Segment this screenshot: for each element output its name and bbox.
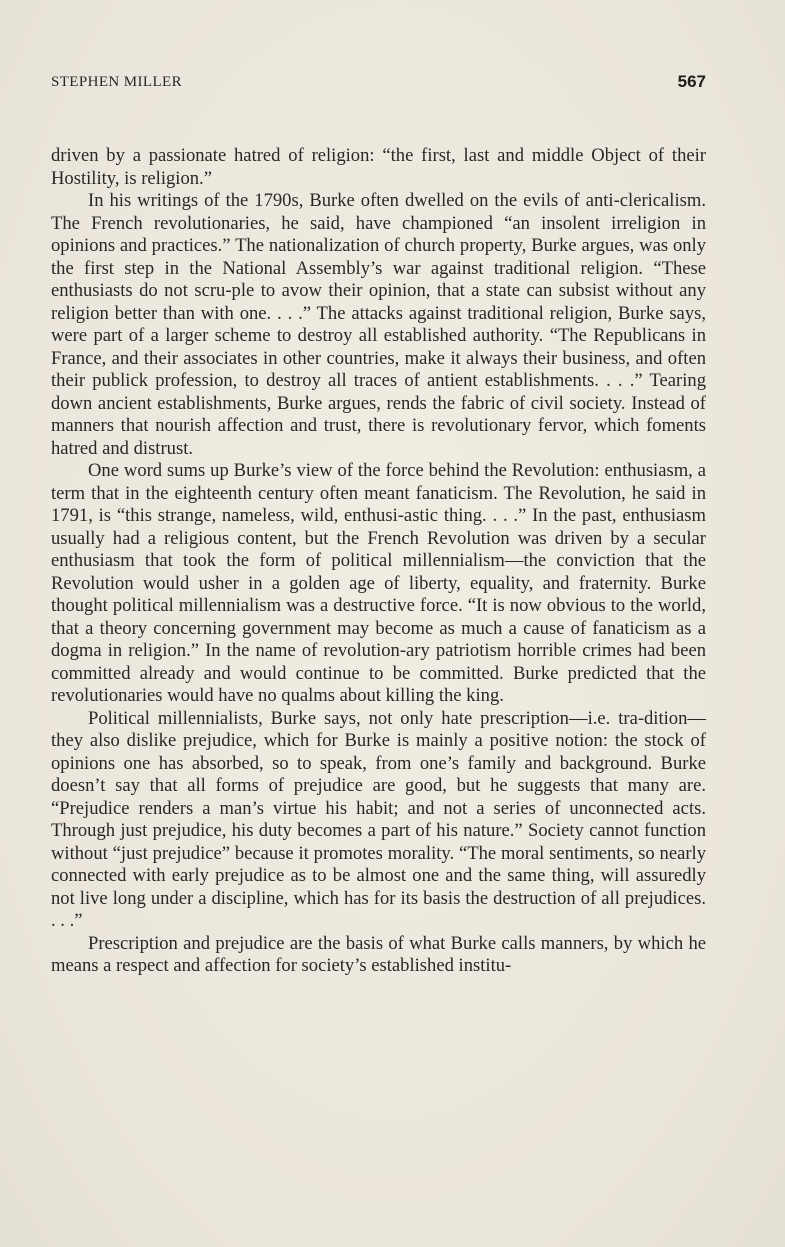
paragraph: One word sums up Burke’s view of the force behind the Revolution: enthusiasm, a term that in the eighteenth century often meant fanaticism. The Revolution, he said in 1791, is “this strange, nameless, wild, enthusi-astic thing. . . .” In the past, enthusiasm usually had a religious content, but the French Revolution was driven by a secular enthusiasm that took the form of political millennialism—the conviction that the Revolution would usher in a golden age of liberty, equality, and fraternity. Burke thought political millennialism was a destructive force. “It is now obvious to the world, that a theory concerning government may become as much a cause of fanaticism as a dogma in religion.” In the name of revolution-ary patriotism horrible crimes had been committed already and would continue to be committed. Burke predicted that the revolutionaries would have no qualms about killing the king. <box>51 460 706 706</box>
paragraph: driven by a passionate hatred of religion: “the first, last and middle Object of their Hostility, is religion.” <box>51 145 706 189</box>
running-head-author: STEPHEN MILLER <box>51 74 183 90</box>
page-number: 567 <box>677 72 706 91</box>
body-text <box>51 145 706 978</box>
paragraph: Political millennialists, Burke says, not only hate prescription—i.e. tra-dition—they also dislike prejudice, which for Burke is mainly a positive notion: the stock of opinions one has absorbed, so to speak, from one’s family and background. Burke doesn’t say that all forms of prejudice are good, but he suggests that many are. “Prejudice renders a man’s virtue his habit; and not a series of unconnected acts. Through just prejudice, his duty becomes a part of his nature.” Society cannot function without “just prejudice” because it promotes morality. “The moral sentiments, so nearly connected with early prejudice as to be almost one and the same thing, will assuredly not live long under a discipline, which has for its basis the destruction of all prejudices. . . .” <box>51 707 706 931</box>
running-head <box>51 74 706 98</box>
paragraph: Prescription and prejudice are the basis of what Burke calls manners, by which he means a respect and affection for society’s established institu- <box>51 932 706 976</box>
paragraph: In his writings of the 1790s, Burke often dwelled on the evils of anti-clericalism. The French revolutionaries, he said, have championed “an insolent irreligion in opinions and practices.” The nationalization of church property, Burke argues, was only the first step in the National Assembly’s war against traditional religion. “These enthusiasts do not scru-ple to avow their opinion, that a state can subsist without any religion better than with one. . . .” The attacks against traditional religion, Burke says, were part of a larger scheme to destroy all established authority. “The Republicans in France, and their associates in other countries, make it always their business, and often their publick profession, to destroy all traces of antient establishments. . . .” Tearing down ancient establishments, Burke argues, rends the fabric of civil society. Instead of manners that nourish affection and trust, there is revolutionary fervor, which foments hatred and distrust. <box>51 190 706 459</box>
